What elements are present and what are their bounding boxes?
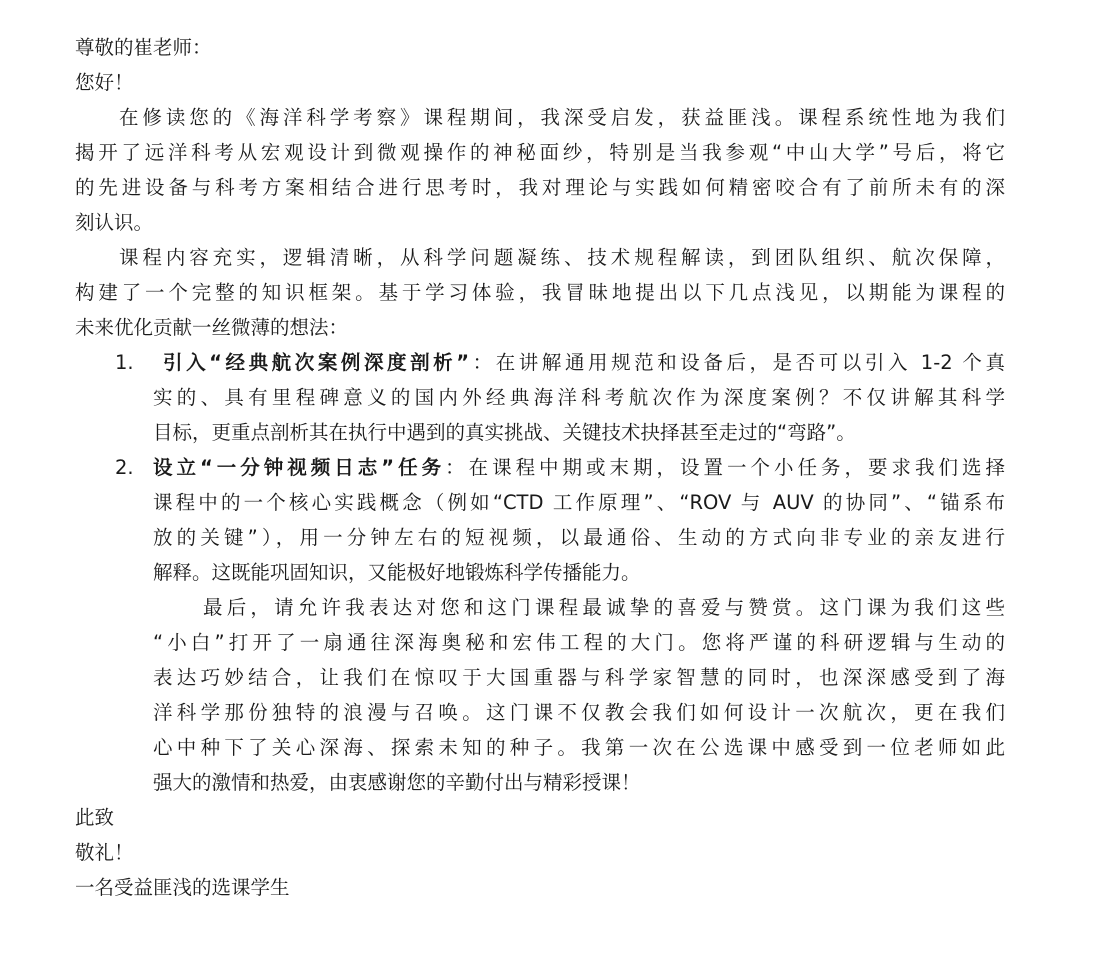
suggestion-line: 放的关键”），用一分钟左右的短视频，以最通俗、生动的方式向非专业的亲友进行 bbox=[153, 526, 1005, 549]
suggestion-item-1 bbox=[75, 345, 1005, 450]
suggestion-first-line bbox=[153, 345, 1005, 380]
suggestion-line: 课程中的一个核心实践概念（例如“CTD 工作原理”、“ROV 与 AUV 的协同”、“锚系布 bbox=[153, 491, 1005, 514]
sign-off-2: 敬礼！ bbox=[75, 841, 134, 864]
closing-line: “小白”打开了一扇通往深海奥秘和宏伟工程的大门。您将严谨的科研逻辑与生动的 bbox=[153, 631, 1005, 654]
suggestion-line: 解释。这既能巩固知识，又能极好地锻炼科学传播能力。 bbox=[153, 561, 641, 584]
suggestion-item-2 bbox=[75, 450, 1005, 590]
closing-line: 最后，请允许我表达对您和这门课程最诚挚的喜爱与赞赏。这门课为我们这些 bbox=[203, 596, 1005, 619]
signature: 一名受益匪浅的选课学生 bbox=[75, 876, 290, 899]
closing-line: 洋科学那份独特的浪漫与召唤。这门课不仅教会我们如何设计一次航次，更在我们 bbox=[153, 701, 1005, 724]
paragraph-2 bbox=[75, 240, 1005, 345]
paragraph-1-line: 刻认识。 bbox=[75, 211, 154, 234]
salutation: 尊敬的崔老师： bbox=[75, 36, 212, 59]
suggestion-title: 引入“经典航次案例深度剖析” bbox=[163, 351, 470, 374]
paragraph-1 bbox=[75, 100, 1005, 240]
list-number: 2. bbox=[115, 456, 134, 479]
suggestion-text: ：在课程中期或末期，设置一个小任务，要求我们选择 bbox=[445, 456, 1005, 479]
sign-off-1: 此致 bbox=[75, 806, 115, 829]
letter bbox=[75, 30, 1005, 905]
suggestion-first-line bbox=[153, 450, 1005, 485]
closing-line: 表达巧妙结合，让我们在惊叹于大国重器与科学家智慧的同时，也深深感受到了海 bbox=[153, 666, 1005, 689]
paragraph-2-line: 未来优化贡献一丝微薄的想法： bbox=[75, 316, 349, 339]
paragraph-1-line: 揭开了远洋科考从宏观设计到微观操作的神秘面纱，特别是当我参观“中山大学”号后，将它 bbox=[75, 141, 1005, 164]
closing-paragraph bbox=[75, 590, 1005, 800]
closing-line: 强大的激情和热爱，由衷感谢您的辛勤付出与精彩授课！ bbox=[153, 771, 641, 794]
paragraph-2-line: 课程内容充实，逻辑清晰，从科学问题凝练、技术规程解读，到团队组织、航次保障， bbox=[119, 246, 1005, 269]
closing-line: 心中种下了关心深海、探索未知的种子。我第一次在公选课中感受到一位老师如此 bbox=[153, 736, 1005, 759]
suggestion-title: 设立“一分钟视频日志”任务 bbox=[153, 456, 446, 479]
paragraph-1-line: 在修读您的《海洋科学考察》课程期间，我深受启发，获益匪浅。课程系统性地为我们 bbox=[119, 106, 1005, 129]
suggestion-text: ：在讲解通用规范和设备后，是否可以引入 1-2 个真 bbox=[469, 351, 1005, 374]
suggestion-line: 实的、具有里程碑意义的国内外经典海洋科考航次作为深度案例？不仅讲解其科学 bbox=[153, 386, 1005, 409]
paragraph-1-line: 的先进设备与科考方案相结合进行思考时，我对理论与实践如何精密咬合有了前所未有的深 bbox=[75, 176, 1005, 199]
greeting: 您好！ bbox=[75, 71, 134, 94]
suggestion-line: 目标，更重点剖析其在执行中遇到的真实挑战、关键技术抉择甚至走过的“弯路”。 bbox=[153, 421, 856, 444]
list-number: 1. bbox=[115, 351, 134, 374]
paragraph-2-line: 构建了一个完整的知识框架。基于学习体验，我冒昧地提出以下几点浅见，以期能为课程的 bbox=[75, 281, 1005, 304]
